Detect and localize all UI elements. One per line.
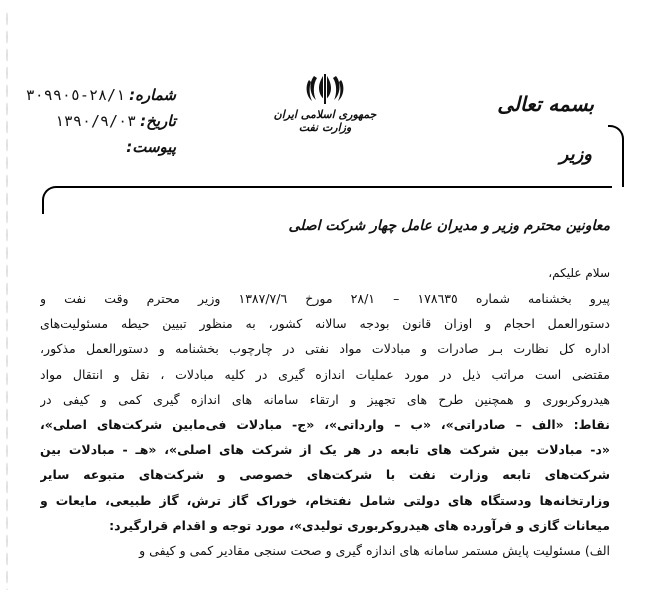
ministry-emblem	[270, 70, 380, 134]
body-line: اداره کل نظارت بـر صادرات و مبادلات مواد نفتی در چارچوب بخشنامه و دستورالعمل مذکور،	[40, 341, 610, 357]
meta-number-value: ٢٨/١-٣٠٩٩٠٥	[25, 86, 126, 104]
meta-date-value: ١٣٩٠/٩/٠٣	[54, 112, 137, 130]
meta-attachment-row	[6, 138, 176, 164]
body-line: پیرو بخشنامه شماره ١٧٨٦٣٥ – ٢٨/١ مورخ ١٣٨٧/٧/٦ وزیر محترم وقت نفت و	[40, 291, 610, 306]
letter-paragraph	[40, 286, 610, 563]
body-line: وزارتخانه‌ها ودستگاه های دولتی شامل نفتخام، خوراک گاز ترش، گاز طبیعی، مایعات و	[40, 492, 610, 508]
frame-top-line	[64, 186, 612, 188]
body-line: نقاط: «الف – صادراتی»، «ب – وارداتی»، «ج- مبادلات فی‌مابین شرکت‌های اصلی»،	[40, 417, 610, 433]
frame-corner-top-right	[608, 125, 624, 187]
body-line: دستورالعمل احجام و اوزان قانون بودجه سالانه کشور، به منظور تبیین حیطه مسئولیت‌های	[40, 316, 610, 332]
frame-corner-top-left	[42, 186, 70, 214]
body-line: هیدروکربوری و همچنین طرح های تجهیز و ارتقاء سامانه های اندازه گیری کمی و کیفی در	[40, 391, 610, 407]
government-name: جمهوری اسلامی ایران	[273, 108, 377, 121]
iran-emblem-icon	[305, 70, 345, 106]
sender-title: وزیر	[559, 144, 592, 165]
meta-date-label: تاریخ:	[140, 112, 176, 130]
letter-meta	[6, 86, 176, 164]
body-line: مقتضی است مراتب ذیل در مورد عملیات اندازه گیری در کلیه مبادلات ، نقل و انتقال مواد	[40, 366, 610, 382]
meta-date-row	[6, 112, 176, 138]
meta-attachment-label: پیوست:	[126, 138, 176, 156]
basmala-heading: بسمه تعالی	[497, 92, 594, 116]
addressee-line: معاونین محترم وزیر و مدیران عامل چهار شرکت اصلی	[288, 218, 610, 234]
ministry-name: وزارت نفت	[298, 121, 352, 134]
body-line: شرکت‌های تابعه وزارت نفت با شرکت‌های خصوصی و شرکت‌های متبوعه سایر	[40, 467, 610, 483]
body-line: میعانات گازی و فرآورده های هیدروکربوری تولیدی»، مورد توجه و اقدام قرارگیرد:	[109, 517, 610, 533]
meta-number-label: شماره:	[129, 86, 176, 104]
letter-body	[40, 218, 610, 563]
meta-number-row	[6, 86, 176, 112]
body-line: الف) مسئولیت پایش مستمر سامانه های اندازه گیری و صحت سنجی مقادیر کمی و کیفی و	[139, 543, 610, 559]
greeting-line: سلام علیکم،	[548, 266, 610, 280]
body-line: «د- مبادلات بین شرکت های تابعه در هر یک از شرکت های اصلی»، «هـ - مبادلات بین	[40, 442, 610, 458]
